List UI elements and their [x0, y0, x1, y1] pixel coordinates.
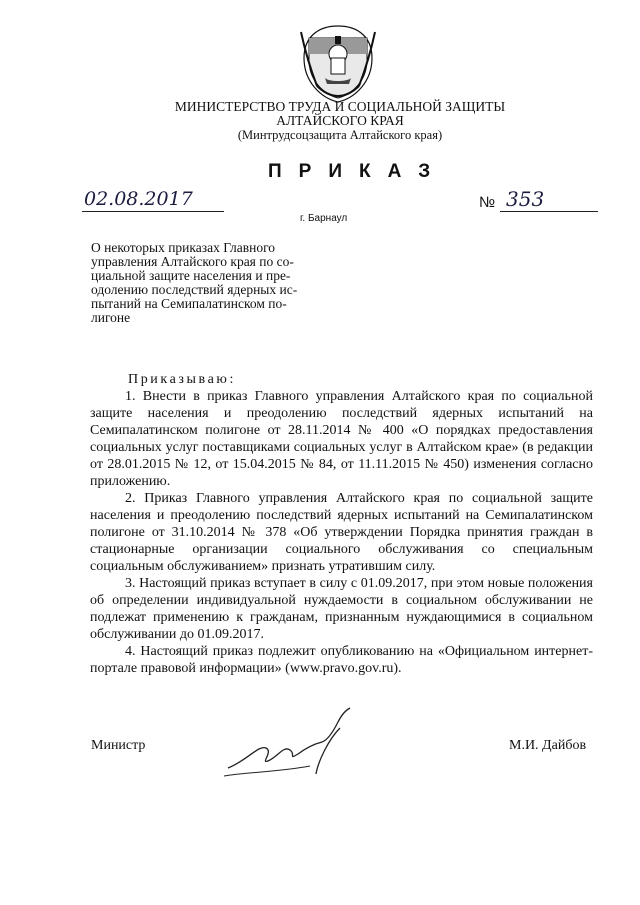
- paragraph-2: 2. Приказ Главного управления Алтайского края по социальной защите населения и преодолению последствий ядерных испытаний на Семипалатинском полигоне от 31.10.2014 № 378 «Об утверждении Порядка принятия граждан в стационарные организации социального обслуживания со специальным социальным обслуживанием» признать утратившим силу.: [90, 491, 593, 574]
- paragraph-4: 4. Настоящий приказ подлежит опубликованию на «Официальном интернет-портале правовой информации» (www.pravo.gov.ru).: [90, 644, 593, 676]
- handwritten-signature-icon: [218, 700, 358, 786]
- ministry-name-line1: МИНИСТЕРСТВО ТРУДА И СОЦИАЛЬНОЙ ЗАЩИТЫ: [174, 99, 506, 114]
- order-word: Приказываю:: [128, 372, 236, 387]
- paragraph-1: 1. Внести в приказ Главного управления Алтайского края по социальной защите населения и преодолению последствий ядерных испытаний на Семипалатинском полигоне от 28.11.2014 № 400 «О порядках предоставления социальных услуг поставщиками социальных услуг в Алтайском крае» (в редакции от 28.01.2015 № 12, от 15.04.2015 № 84, от 11.11.2015 № 450) изменения согласно приложению.: [90, 389, 593, 489]
- document-number: 353: [506, 187, 545, 211]
- number-underline: [500, 211, 598, 212]
- coat-of-arms-icon: [295, 20, 381, 106]
- ministry-name-line2: АЛТАЙСКОГО КРАЯ: [276, 113, 404, 128]
- document-date: 02.08.2017: [84, 188, 193, 210]
- paragraph-3: 3. Настоящий приказ вступает в силу с 01.09.2017, при этом новые положения об определении индивидуальной нуждаемости в социальном обслуживании не подлежат применению к гражданам, признанным нуждающимися в социальном обслуживании до 01.09.2017.: [90, 576, 593, 642]
- number-sign: №: [479, 194, 496, 211]
- date-underline: [82, 211, 224, 212]
- signatory-name: М.И. Дайбов: [509, 738, 587, 753]
- document-title: ПРИКАЗ: [268, 161, 448, 182]
- document-city: г. Барнаул: [300, 213, 348, 224]
- document-subject: О некоторых приказах Главного управления Алтайского края по со- циальной защите населения и пре- одолению последствий ядерных ис- пытаний на Семипалатинском по- лигоне: [91, 240, 298, 325]
- document-body: [90, 388, 593, 677]
- signatory-title: Министр: [91, 738, 146, 753]
- ministry-short-name: (Минтрудсоцзащита Алтайского края): [237, 128, 443, 142]
